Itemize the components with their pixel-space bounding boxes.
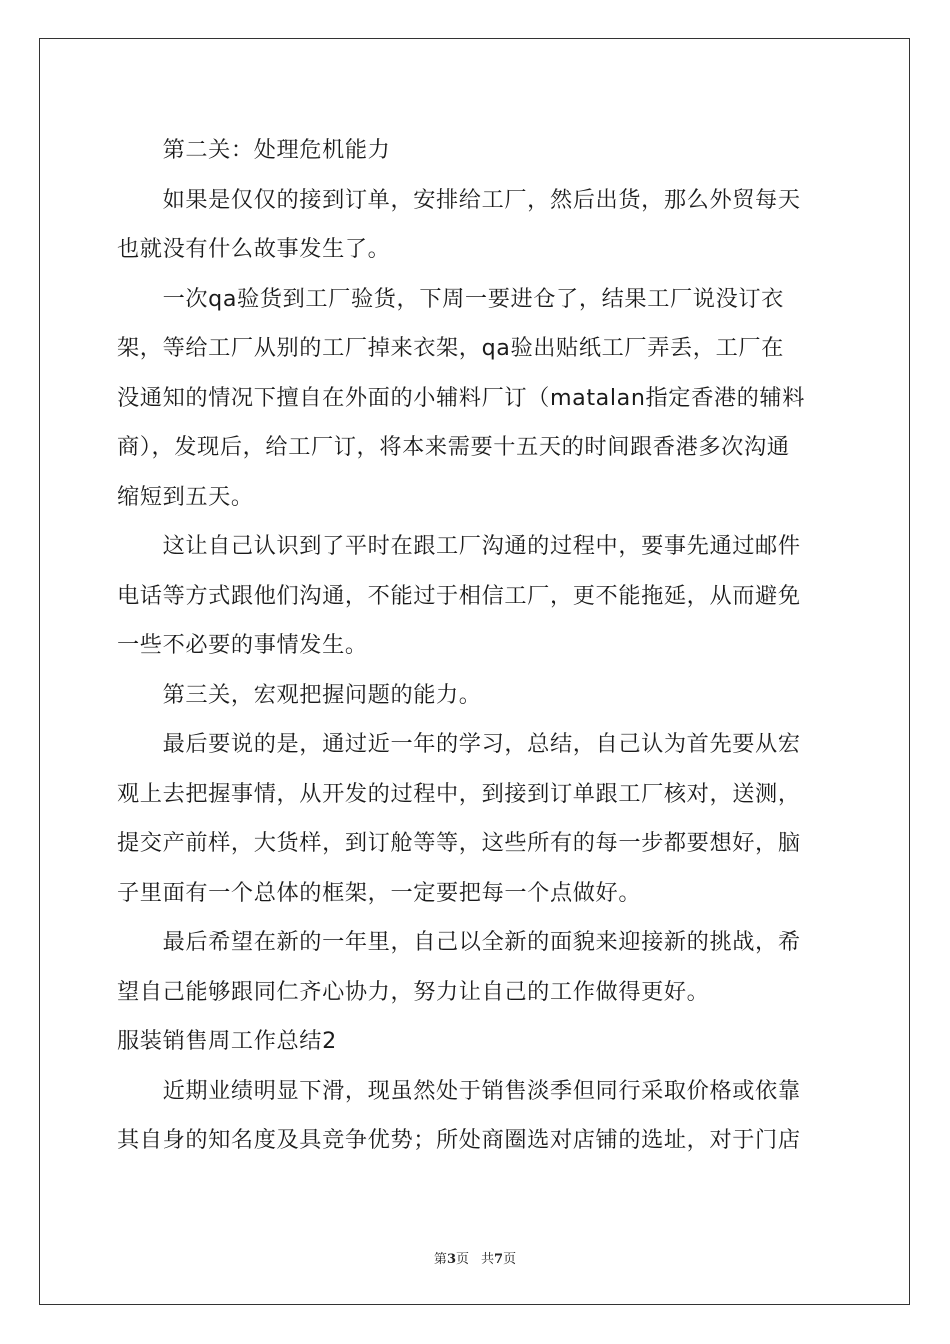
total-pages-suffix: 页 [503,1252,517,1267]
text-line: 一次qa验货到工厂验货，下周一要进仓了，结果工厂说没订衣 [117,285,784,312]
current-page-number: 3 [446,1252,456,1267]
page-footer [0,1248,950,1267]
text-line: 近期业绩明显下滑，现虽然处于销售淡季但同行采取价格或依靠 [117,1077,801,1104]
text-line: 电话等方式跟他们沟通，不能过于相信工厂，更不能拖延，从而避免 [117,582,801,609]
total-pages-prefix: 共 [481,1252,495,1267]
text-line: 最后希望在新的一年里，自己以全新的面貌来迎接新的挑战，希 [117,929,801,955]
text-line: 提交产前样，大货样，到订舱等等，这些所有的每一步都要想好，脑 [117,830,801,856]
page-number-suffix: 页 [455,1252,469,1267]
text-line: 没通知的情况下擅自在外面的小辅料厂订（matalan指定香港的辅料 [117,384,806,411]
text-line: 子里面有一个总体的框架，一定要把每一个点做好。 [117,879,642,906]
text-line: 观上去把握事情，从开发的过程中，到接到订单跟工厂核对，送测， [117,780,801,807]
text-line: 这让自己认识到了平时在跟工厂沟通的过程中，要事先通过邮件 [117,533,801,559]
text-line: 其自身的知名度及具竞争优势；所处商圈选对店铺的选址，对于门店 [117,1127,801,1153]
text-line: 一些不必要的事情发生。 [117,632,368,658]
text-line: 如果是仅仅的接到订单，安排给工厂，然后出货，那么外贸每天 [117,186,801,213]
text-line: 架，等给工厂从别的工厂掉来衣架，qa验出贴纸工厂弄丢，工厂在 [117,335,784,361]
total-page-count: 7 [494,1252,504,1267]
page-number-prefix: 第 [433,1252,447,1267]
section-heading: 服装销售周工作总结2 [117,1028,337,1054]
text-line: 商），发现后，给工厂订，将本来需要十五天的时间跟香港多次沟通 [117,434,790,460]
text-line: 望自己能够跟同仁齐心协力，努力让自己的工作做得更好。 [117,978,710,1005]
text-line: 最后要说的是，通过近一年的学习，总结，自己认为首先要从宏 [117,731,801,757]
text-line: 第二关：处理危机能力 [117,137,391,163]
document-body [117,126,833,1166]
text-line: 第三关，宏观把握问题的能力。 [117,681,482,708]
text-line: 也就没有什么故事发生了。 [117,236,391,262]
text-line: 缩短到五天。 [117,483,254,510]
